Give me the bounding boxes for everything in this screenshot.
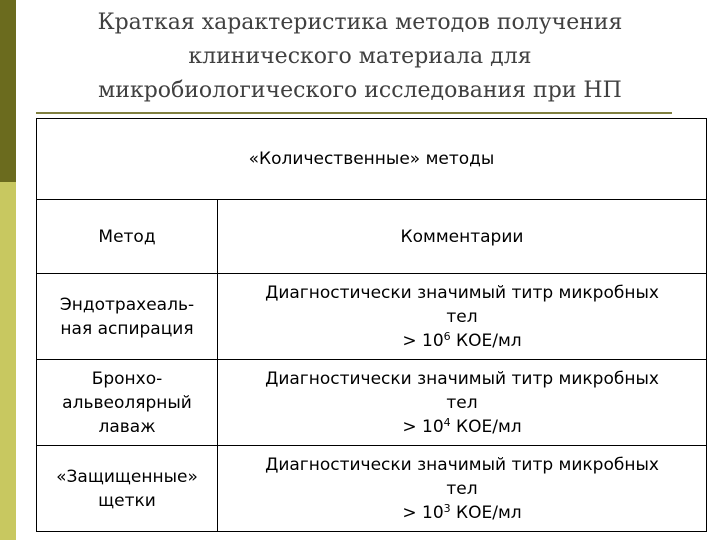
comment-line-2: тел [446,306,478,327]
comment-line-1: Диагностически значимый титр микробных [265,282,659,303]
method-cell [37,446,218,532]
comment-line-2: тел [446,478,478,499]
comment-line-1: Диагностически значимый титр микробных [265,454,659,475]
comment-titer [222,415,702,439]
method-line-2: щетки [98,490,156,511]
sidebar-accent-light [0,182,16,540]
column-header-method: Метод [37,200,218,274]
comment-cell [218,446,707,532]
method-line-1: Эндотрахеаль- [59,294,195,315]
comment-line-2: тел [446,392,478,413]
slide-title [40,6,680,108]
method-line-1: Бронхо- [91,368,163,389]
comment-titer [222,501,702,525]
method-cell [37,360,218,446]
title-line-3: микробиологического исследования при НП [98,78,622,103]
title-line-2: клинического материала для [188,44,532,69]
titer-value: > 10 [402,502,444,523]
table-row [37,360,707,446]
titer-value: > 10 [402,416,444,437]
titer-exponent: 6 [443,329,451,343]
table-section-header-row [37,119,707,200]
section-header-text: «Количественные» методы [248,149,495,169]
method-line-3: лаваж [98,416,156,437]
comment-cell [218,360,707,446]
methods-table [36,118,707,532]
comment-cell [218,274,707,360]
titer-unit: КОЕ/мл [450,416,522,437]
section-header [37,119,707,200]
table-column-header-row [37,200,707,274]
titer-unit: КОЕ/мл [450,502,522,523]
method-line-2: альвеолярный [62,392,192,413]
titer-exponent: 4 [443,415,451,429]
table-row [37,446,707,532]
table-row [37,274,707,360]
method-line-2: ная аспирация [60,318,194,339]
titer-unit: КОЕ/мл [450,330,522,351]
method-cell [37,274,218,360]
title-line-1: Краткая характеристика методов получения [97,10,623,35]
sidebar-accent-dark [0,0,16,182]
method-line-1: «Защищенные» [56,466,198,487]
titer-value: > 10 [402,330,444,351]
column-header-comments: Комментарии [218,200,707,274]
title-underline [36,112,672,114]
comment-titer [222,329,702,353]
titer-exponent: 3 [443,501,451,515]
comment-line-1: Диагностически значимый титр микробных [265,368,659,389]
